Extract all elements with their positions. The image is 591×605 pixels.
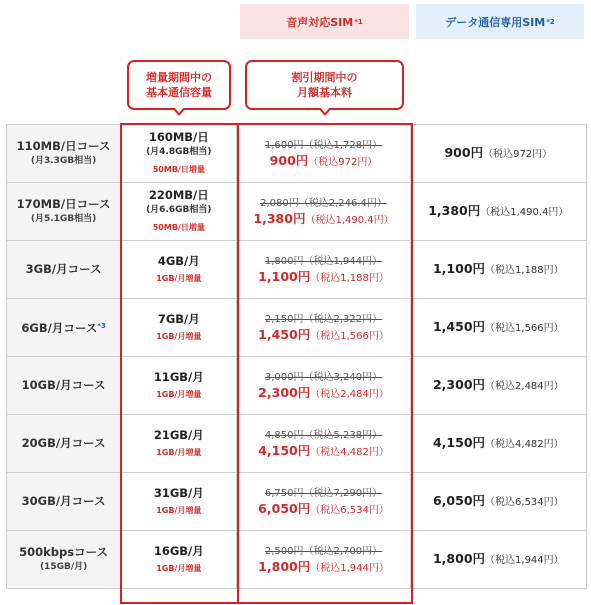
- original-price: 6,750円（税込7,290円）: [264, 487, 383, 499]
- voice-sim-price-cell: [237, 299, 410, 357]
- capacity-bonus: 50MB/日増量: [152, 223, 205, 232]
- capacity-value: 7GB/月: [157, 311, 200, 326]
- course-name: 500kbpsコース: [19, 544, 109, 559]
- data-sim-price-value: 1,380円: [428, 203, 481, 218]
- data-sim-footnote-mark: *2: [546, 17, 555, 26]
- data-sim-price-cell: [410, 299, 586, 357]
- voice-sim-price-cell: [237, 531, 410, 589]
- original-price: 2,080円（税込2,246.4円）: [260, 197, 387, 209]
- course-cell: [7, 531, 121, 589]
- original-price: 2,150円（税込2,322円）: [264, 313, 383, 325]
- capacity-bonus: 50MB/日増量: [152, 165, 205, 174]
- course-subtext: (月3.3GB相当): [30, 155, 97, 166]
- capacity-cell: [121, 531, 237, 589]
- data-sim-price-tax: （税込1,490.4円）: [480, 207, 569, 218]
- original-price: 4,850円（税込5,238円）: [264, 429, 383, 441]
- discount-price-tax: （税込1,944円）: [310, 562, 389, 574]
- data-sim-header: [416, 4, 584, 39]
- capacity-value: 220MB/日: [148, 188, 209, 202]
- table-row: [7, 125, 587, 183]
- discount-price: [237, 153, 409, 170]
- voice-sim-footnote-mark: *1: [354, 17, 363, 26]
- course-cell: [7, 415, 121, 473]
- data-sim-price-cell: [410, 357, 586, 415]
- data-sim-price-value: 4,150円: [432, 435, 486, 450]
- capacity-cell: [121, 299, 237, 357]
- capacity-bonus: 1GB/月増量: [156, 389, 202, 399]
- course-footnote-mark: *3: [97, 322, 106, 330]
- discount-price: [237, 385, 409, 402]
- course-cell: [7, 299, 121, 357]
- data-sim-price-value: 1,100円: [432, 261, 486, 276]
- data-sim-price-cell: [410, 241, 586, 299]
- capacity-cell: [121, 415, 237, 473]
- discount-price-tax: （税込972円）: [308, 156, 378, 168]
- capacity-value: 16GB/月: [153, 543, 204, 558]
- capacity-value: 11GB/月: [153, 369, 204, 384]
- table-row: [7, 415, 587, 473]
- bonus-callout-line1: 増量期間中の: [146, 71, 212, 84]
- table-row: [7, 531, 587, 589]
- capacity-value: 21GB/月: [153, 427, 204, 442]
- course-cell: [7, 473, 121, 531]
- data-sim-header-label: データ通信専用SIM: [445, 15, 546, 29]
- voice-sim-price-cell: [237, 125, 410, 183]
- data-sim-price-value: 2,300円: [432, 377, 486, 392]
- voice-sim-header-label: 音声対応SIM: [286, 15, 354, 29]
- discount-callout-line2: 月額基本料: [297, 86, 352, 99]
- voice-sim-price-cell: [237, 241, 410, 299]
- data-sim-price-tax: （税込2,484円）: [485, 381, 564, 392]
- discount-price-value: 1,380円: [253, 210, 306, 226]
- capacity-cell: [121, 183, 237, 241]
- data-sim-price-tax: （税込1,944円）: [485, 555, 564, 566]
- capacity-value: 31GB/月: [153, 485, 204, 500]
- voice-sim-price-cell: [237, 357, 410, 415]
- discount-price-tax: （税込1,490.4円）: [305, 214, 394, 226]
- data-sim-price-value: 1,800円: [432, 551, 486, 566]
- original-price: 1,600円（税込1,728円）: [264, 139, 383, 151]
- course-name: 3GB/月コース: [25, 262, 102, 276]
- discount-price-value: 4,150円: [258, 442, 311, 458]
- capacity-subtext: (月6.6GB相当): [146, 205, 212, 215]
- course-name: 20GB/月コース: [21, 436, 106, 450]
- capacity-cell: [121, 125, 237, 183]
- bonus-callout-line2: 基本通信容量: [146, 86, 212, 99]
- capacity-cell: [121, 473, 237, 531]
- original-price: 1,800円（税込1,944円）: [264, 255, 383, 267]
- discount-price-value: 1,100円: [258, 268, 311, 284]
- capacity-bonus: 1GB/月増量: [156, 563, 202, 573]
- discount-fee-callout: [245, 60, 404, 110]
- voice-sim-price-cell: [237, 473, 410, 531]
- table-row: [7, 241, 587, 299]
- course-cell: [7, 241, 121, 299]
- original-price: 2,500円（税込2,700円）: [264, 545, 383, 557]
- course-name: 6GB/月コース: [21, 321, 98, 335]
- data-sim-price-tax: （税込972円）: [483, 149, 553, 160]
- discount-price-tax: （税込4,482円）: [310, 446, 389, 458]
- data-sim-price-cell: [410, 531, 586, 589]
- discount-price: [237, 501, 409, 518]
- capacity-cell: [121, 357, 237, 415]
- data-sim-price-cell: [410, 415, 586, 473]
- data-sim-price-value: 6,050円: [432, 493, 486, 508]
- course-subtext: (15GB/月): [39, 561, 88, 572]
- course-name: 110MB/日コース: [16, 138, 111, 153]
- capacity-subtext: (月4.8GB相当): [146, 147, 212, 157]
- table-row: [7, 299, 587, 357]
- capacity-bonus: 1GB/月増量: [156, 331, 202, 341]
- voice-sim-header: [240, 4, 409, 39]
- discount-callout-line1: 割引期間中の: [291, 71, 358, 84]
- course-name: 30GB/月コース: [21, 494, 106, 508]
- discount-price-tax: （税込1,566円）: [310, 330, 389, 342]
- bonus-capacity-callout: [127, 60, 231, 110]
- discount-price-value: 2,300円: [258, 384, 311, 400]
- course-name: 170MB/日コース: [16, 196, 111, 211]
- course-name: 10GB/月コース: [21, 378, 106, 392]
- data-sim-price-value: 1,450円: [432, 319, 486, 334]
- data-sim-price-value: 900円: [444, 145, 484, 160]
- course-cell: [7, 357, 121, 415]
- discount-price: [237, 327, 409, 344]
- discount-price-tax: （税込2,484円）: [310, 388, 389, 400]
- data-sim-price-cell: [410, 183, 586, 241]
- original-price: 3,000円（税込3,240円）: [264, 371, 383, 383]
- capacity-bonus: 1GB/月増量: [156, 505, 202, 515]
- pricing-table: [6, 124, 587, 589]
- data-sim-price-tax: （税込6,534円）: [485, 497, 564, 508]
- data-sim-price-cell: [410, 473, 586, 531]
- discount-price: [237, 443, 409, 460]
- table-row: [7, 473, 587, 531]
- discount-price-value: 6,050円: [258, 500, 311, 516]
- capacity-value: 4GB/月: [157, 253, 200, 268]
- discount-price: [237, 211, 409, 228]
- capacity-bonus: 1GB/月増量: [156, 273, 202, 283]
- voice-sim-price-cell: [237, 183, 410, 241]
- data-sim-price-tax: （税込4,482円）: [485, 439, 564, 450]
- discount-price: [237, 269, 409, 286]
- discount-price-value: 1,800円: [258, 558, 311, 574]
- table-row: [7, 357, 587, 415]
- course-cell: [7, 183, 121, 241]
- capacity-bonus: 1GB/月増量: [156, 447, 202, 457]
- data-sim-price-tax: （税込1,566円）: [485, 323, 564, 334]
- discount-price-value: 900円: [269, 152, 309, 168]
- data-sim-price-tax: （税込1,188円）: [485, 265, 564, 276]
- discount-price-tax: （税込1,188円）: [310, 272, 389, 284]
- pricing-table-body: [7, 125, 587, 589]
- discount-price-tax: （税込6,534円）: [310, 504, 389, 516]
- capacity-cell: [121, 241, 237, 299]
- voice-sim-price-cell: [237, 415, 410, 473]
- discount-price: [237, 559, 409, 576]
- capacity-value: 160MB/日: [148, 130, 209, 144]
- course-subtext: (月5.1GB相当): [30, 213, 97, 224]
- data-sim-price-cell: [410, 125, 586, 183]
- table-row: [7, 183, 587, 241]
- discount-price-value: 1,450円: [258, 326, 311, 342]
- course-cell: [7, 125, 121, 183]
